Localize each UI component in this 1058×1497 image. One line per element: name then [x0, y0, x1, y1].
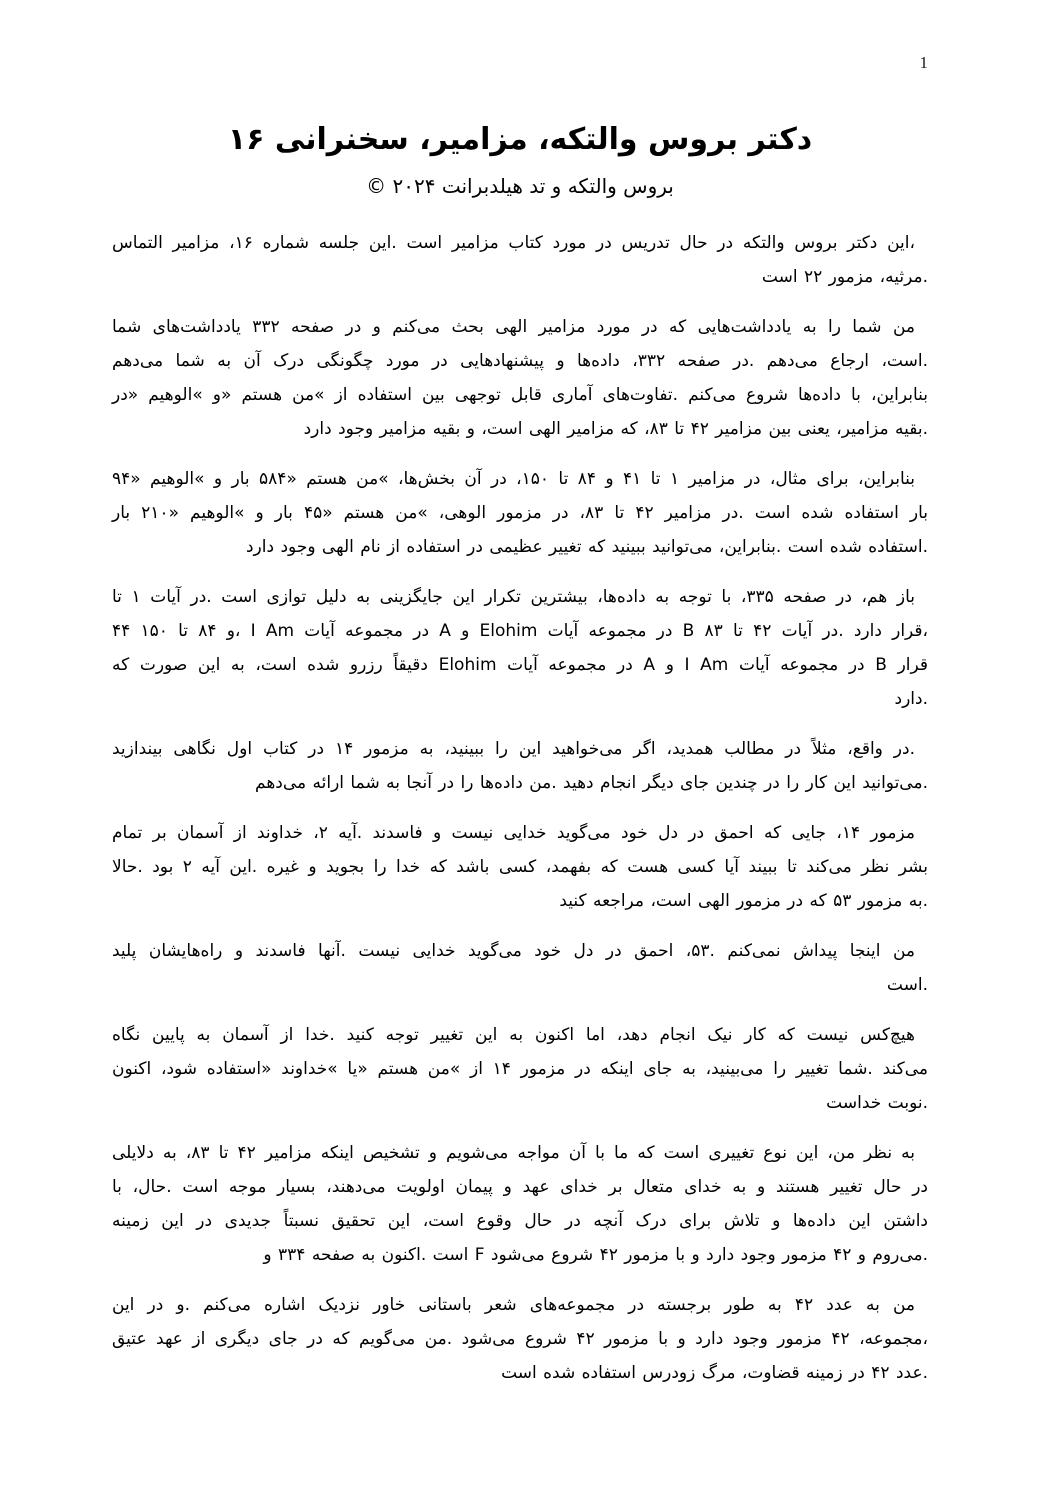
text-line: قرار B در مجموعه آیات I Am و A در مجموعه آیات Elohim دقیقاً رزرو شده است، به این صورت که [112, 655, 929, 675]
text-line: من به عدد ۴۲ به طور برجسته در مجموعه‌های شعر باستانی خاور نزدیک اشاره می‌کنم .و در این [112, 1295, 915, 1315]
text-line: .عدد ۴۲ در زمینه قضاوت، مرگ زودرس استفاده شده است [501, 1363, 928, 1383]
paragraph [112, 1288, 928, 1390]
paragraph [112, 934, 928, 1002]
text-line: .استفاده شده است .بنابراین، می‌توانید ببینید که تغییر عظیمی در استفاده از نام الهی وجود دارد [245, 537, 928, 557]
text-line: من شما را به یادداشت‌هایی که در مورد مزامیر الهی بحث می‌کنم و در صفحه ۳۳۲ یادداشت‌های شما [112, 317, 915, 337]
paragraph [112, 732, 928, 800]
paragraph [112, 226, 928, 294]
paragraph [112, 462, 928, 564]
text-line: .در واقع، مثلاً در مطالب همدید، اگر می‌خواهید این را ببینید، به مزمور ۱۴ در کتاب اول نگاهی بیندازید [112, 739, 915, 759]
text-line: .می‌روم و ۴۲ مزمور وجود دارد و با مزمور ۴۲ شروع می‌شود F است .اکنون به صفحه ۳۳۴ و [263, 1245, 928, 1265]
text-line: به نظر من، این نوع تغییری است که ما با آن مواجه می‌شویم و تشخیص اینکه مزامیر ۴۲ تا ۸۳، به دلایلی [112, 1143, 915, 1163]
text-line: در حال تغییر هستند و به خدای متعال بر خدای عهد و پیمان اولویت می‌دهند، بسیار موجه است .حال، با [112, 1177, 928, 1197]
text-line: ،مجموعه، ۴۲ مزمور وجود دارد و با مزمور ۴۲ شروع می‌شود .من می‌گویم که در جای دیگری از عهد عتیق [112, 1329, 928, 1349]
text-line: .مرثیه، مزمور ۲۲ است [761, 267, 928, 287]
text-line: بنابراین، برای مثال، در مزامیر ۱ تا ۴۱ و ۸۴ تا ۱۵۰، در آن بخش‌ها، »من هستم «۵۸۴ بار و »الوهیم «۹۴ [112, 469, 916, 489]
text-line: .می‌توانید این کار را در چندین جای دیگر انجام دهید .من داده‌ها را در آنجا به شما ارائه می‌دهم [255, 773, 928, 793]
text-line: باز هم، در صفحه ۳۳۵، با توجه به داده‌ها، بیشترین تکرار این جایگزینی به دلیل توازی است .در آیات ۱ تا [112, 587, 915, 607]
text-line: بنابراین، با داده‌ها شروع می‌کنم .تفاوت‌های آماری قابل توجهی بین استفاده از »من هستم «و »الوهیم «در [112, 385, 928, 405]
text-line: داشتن این داده‌ها و تلاش برای درک آنچه در حال وقوع است، این تحقیق نسبتاً جدیدی در این زمینه [112, 1211, 928, 1231]
page-title: دکتر بروس والتکه، مزامیر، سخنرانی ۱۶ [227, 122, 813, 157]
document-paragraphs [112, 226, 928, 1390]
text-line: هیچ‌کس نیست که کار نیک انجام دهد، اما اکنون به این تغییر توجه کنید .خدا از آسمان به پایین نگاه [112, 1025, 915, 1045]
text-line: .دارد [894, 689, 928, 709]
text-line: .به مزمور ۵۳ که در مزمور الهی است، مراجعه کنید [559, 891, 928, 911]
text-line: .بقیه مزامیر، یعنی بین مزامیر ۴۲ تا ۸۳، که مزامیر الهی است، و بقیه مزامیر وجود دارد [303, 419, 928, 439]
text-line: .است، ارجاع می‌دهم .در صفحه ۳۳۲، داده‌ها و پیشنهادهایی در مورد چگونگی درک آن به شما می‌دهم [112, 351, 928, 371]
text-line: .نوبت خداست [826, 1093, 928, 1113]
text-line: ،این دکتر بروس والتکه در حال تدریس در مورد کتاب مزامیر است .این جلسه شماره ۱۶، مزامیر التماس [112, 233, 915, 253]
page-number: 1 [919, 53, 928, 72]
paragraph [112, 1018, 928, 1120]
text-line: مزمور ۱۴، جایی که احمق در دل خود می‌گوید خدایی نیست و فاسدند .آیه ۲، خداوند از آسمان بر تمام [112, 823, 915, 843]
text-line: .است [886, 975, 928, 995]
paragraph [112, 816, 928, 918]
copyright-subtitle: بروس والتکه و تد هیلدبرانت ۲۰۲۴ © [366, 174, 674, 198]
paragraph [112, 1136, 928, 1272]
text-line: می‌کند .شما تغییر را می‌بینید، به جای اینکه در مزمور ۱۴ از »من هستم «یا »خداوند «استفاده شود، اکنون [112, 1059, 928, 1079]
text-line: بار استفاده شده است .در مزامیر ۴۲ تا ۸۳، در مزمور الوهی، »من هستم «۴۵ بار و »الوهیم «۲۱۰ بار [112, 503, 929, 523]
paragraph [112, 580, 928, 716]
text-line: بشر نظر می‌کند تا ببیند آیا کسی هست که بفهمد، کسی باشد که خدا را بجوید و غیره .این آیه ۲ بود .حالا [112, 857, 928, 877]
text-line: من اینجا پیداش نمی‌کنم .۵۳، احمق در دل خود می‌گوید خدایی نیست .آنها فاسدند و راه‌هایشان پلید [112, 941, 915, 961]
paragraph [112, 310, 928, 446]
text-line: ،قرار دارد .در آیات ۴۲ تا ۸۳ B در مجموعه آیات Elohim و A در مجموعه آیات I Am ،و ۸۴ تا ۱۵۰ ۴۴ [112, 621, 929, 641]
